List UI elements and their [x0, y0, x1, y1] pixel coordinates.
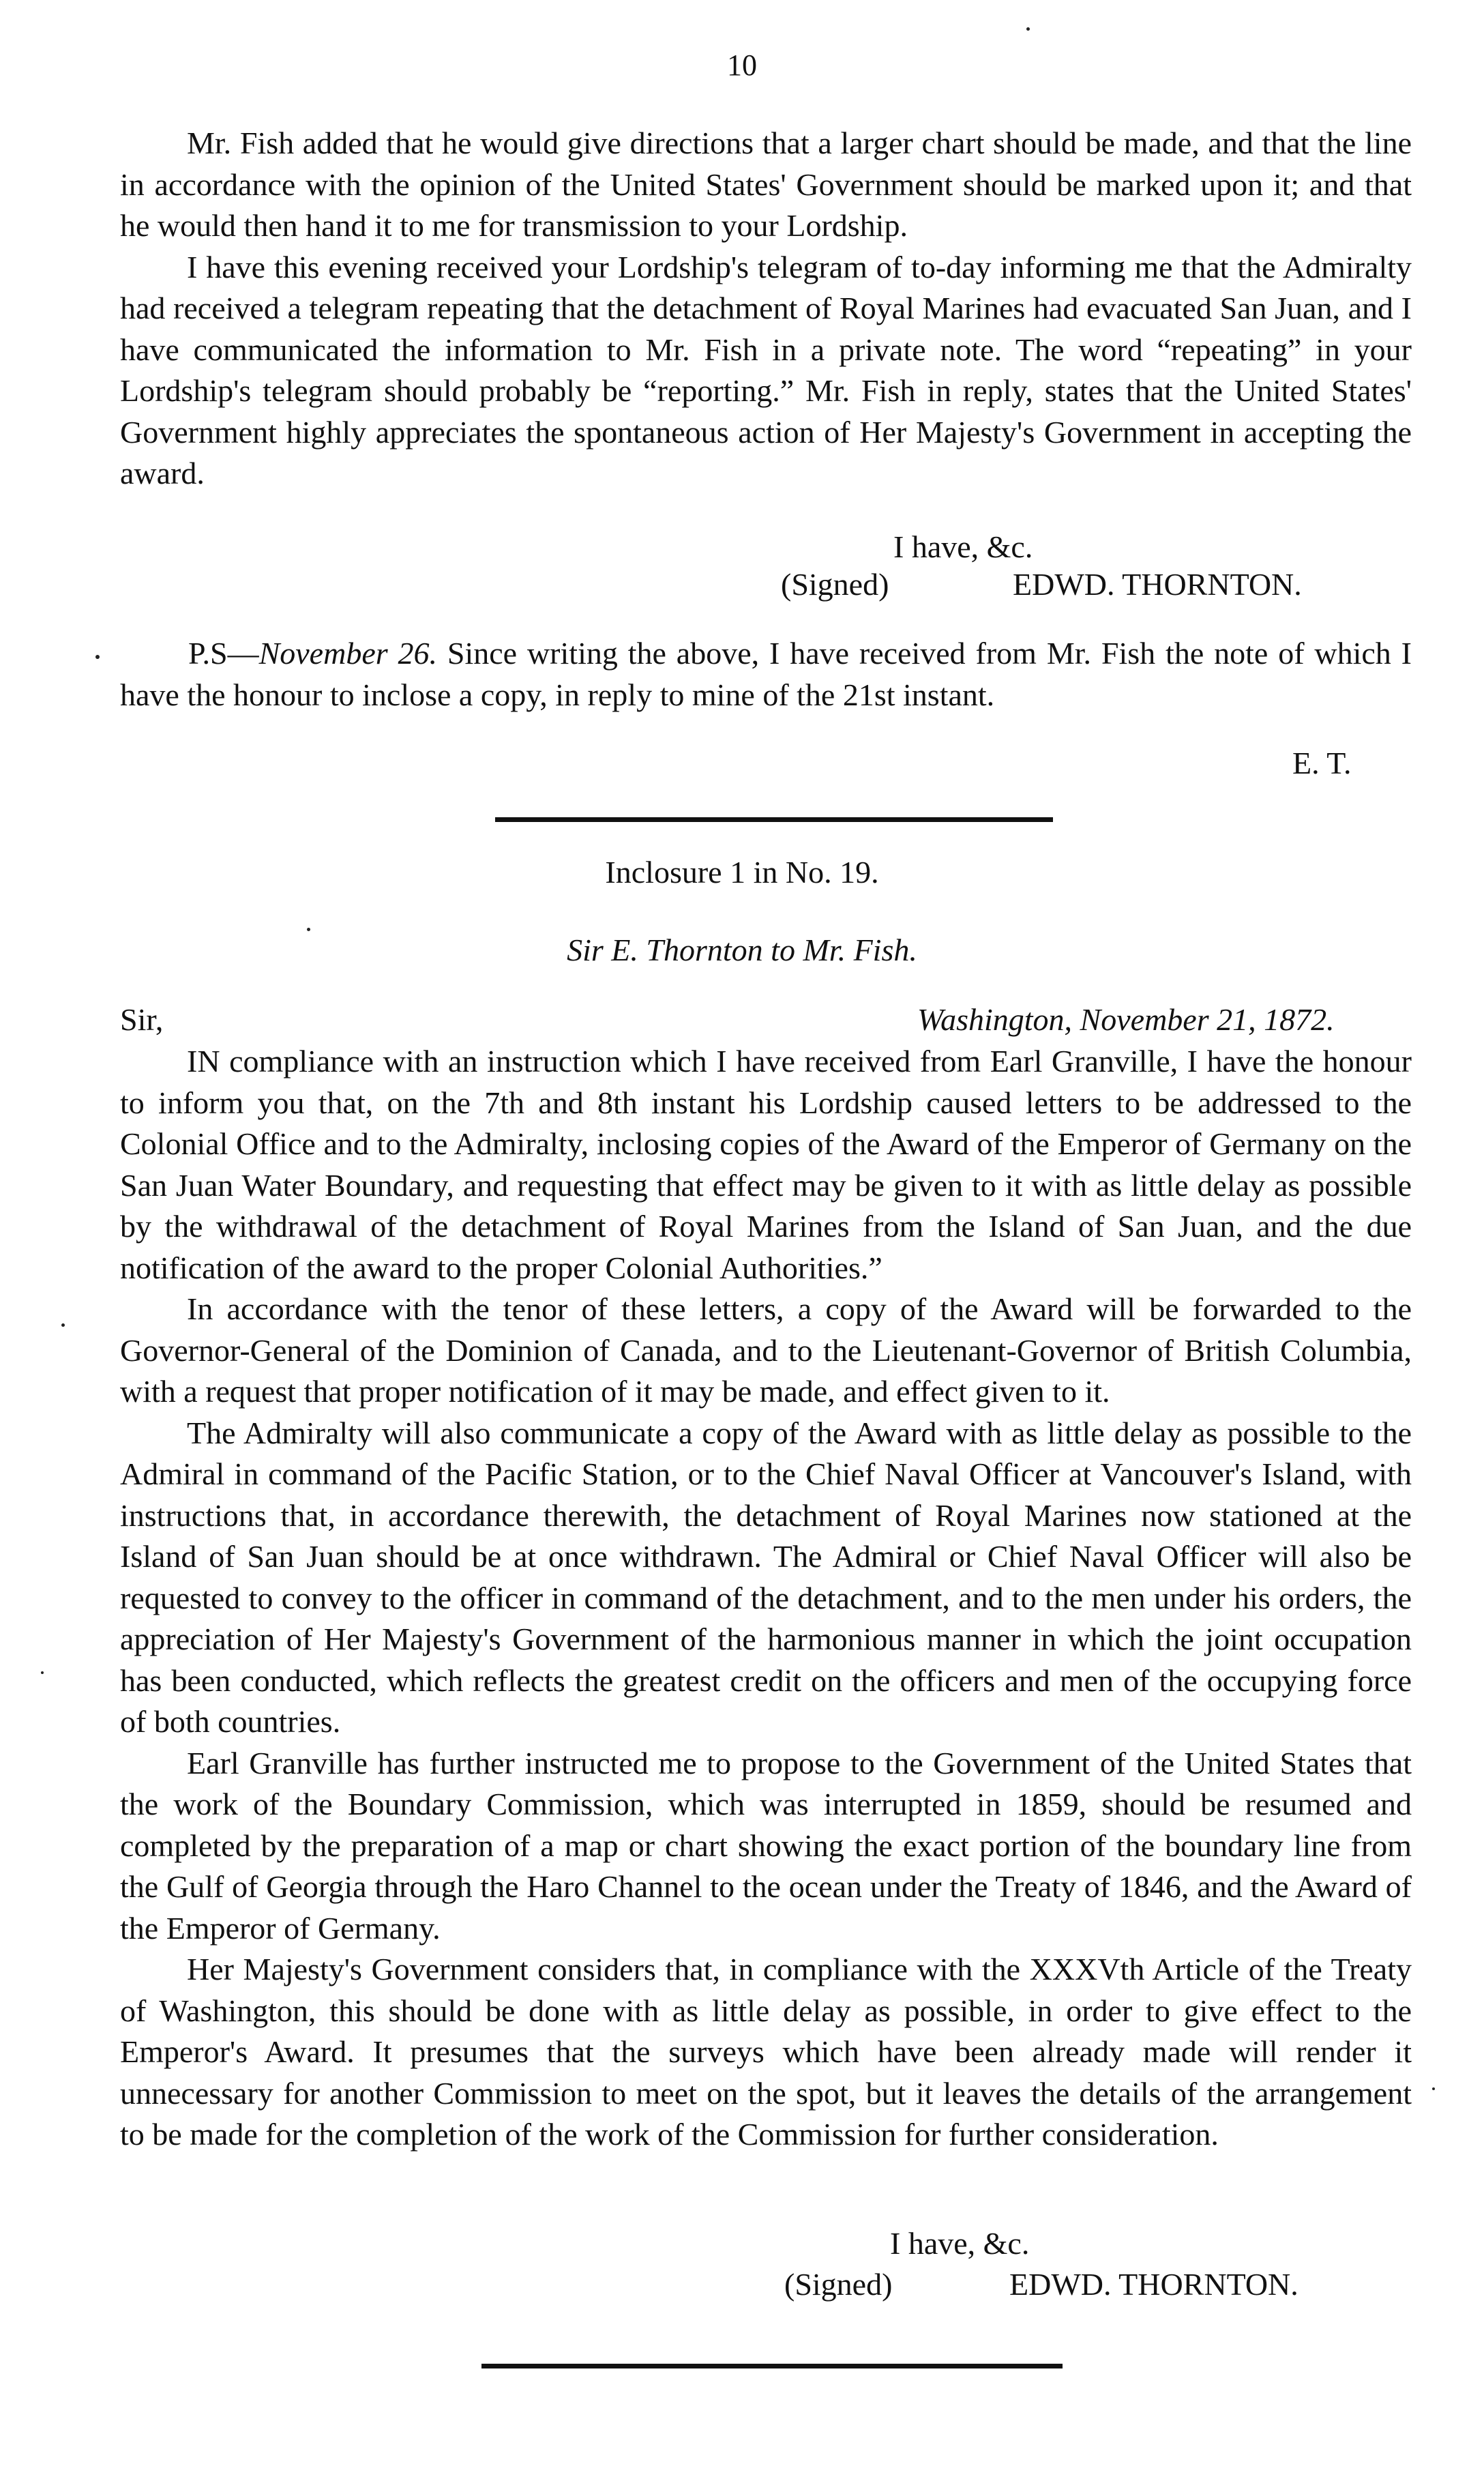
scan-speck	[1432, 2087, 1435, 2090]
bottom-divider	[481, 2364, 1063, 2368]
paragraph: IN compliance with an instruction which I have received from Earl Granville, I have the honour to inform you that, on the 7th and 8th instant his Lordship caused letters to be addressed to the Colonial Office and to the Admiralty, inclosing copies of the Award of the Emperor of Germany on the San Juan Water Boundary, and requesting that effect may be given to it with as little delay as possible by the withdrawal of the detachment of Royal Marines from the Island of San Juan, and the due notification of the award to the proper Colonial Authorities.”	[120, 1044, 1412, 1285]
initials: E. T.	[1292, 746, 1352, 780]
scan-speck	[1026, 27, 1030, 31]
paragraph: Her Majesty's Government considers that, in compliance with the XXXVth Article of the Treaty of Washington, this should be done with as little delay as possible, in order to give effect to the Emperor's Award. It presumes that the surveys which have been already made will render it unnecessary for another Commission to meet on the spot, but it leaves the details of the arrangement to be made for the completion of the work of the Commission for further consideration.	[120, 1952, 1412, 2152]
signature: EDWD. THORNTON.	[1013, 567, 1302, 602]
closing: I have, &c.	[893, 529, 1033, 564]
signature: EDWD. THORNTON.	[1009, 2267, 1298, 2302]
paragraph: The Admiralty will also communicate a copy of the Award with as little delay as possible to the Admiral in command of the Pacific Station, or to the Chief Naval Officer at Vancouver's Island, with instructions that, in accordance therewith, the detachment of Royal Marines now stationed at the Island of San Juan should be at once withdrawn. The Admiral or Chief Naval Officer will also be requested to convey to the officer in command of the detachment, and to the men under his orders, the appreciation of Her Majesty's Government of the harmonious manner in which the joint occupation has been conducted, which reflects the greatest credit on the officers and men of the occupying force of both countries.	[120, 1415, 1412, 1739]
paragraph: I have this evening received your Lordship's telegram of to-day informing me that the Admiralty had received a telegram repeating that the detachment of Royal Marines had evacuated San Juan, and I have communicated the information to Mr. Fish in a private note. The word “repeating” in your Lordship's telegram should probably be “reporting.” Mr. Fish in reply, states that the United States' Government highly appreciates the spontaneous action of Her Majesty's Government in accepting the award.	[120, 249, 1412, 490]
scan-speck	[307, 928, 310, 931]
salutation: Sir,	[120, 1002, 164, 1037]
letter-body	[120, 123, 1412, 495]
closing: I have, &c.	[890, 2226, 1030, 2261]
postscript-date: November 26.	[258, 636, 438, 671]
inclosure-body	[120, 1041, 1412, 2156]
signed-label: (Signed)	[781, 567, 889, 602]
paragraph: In accordance with the tenor of these letters, a copy of the Award will be forwarded to the Governor-General of the Dominion of Canada, and to the Lieutenant-Governor of British Columbia, with a request that proper notification of it may be made, and effect given to it.	[120, 1291, 1412, 1409]
scan-speck	[41, 1671, 44, 1674]
signed-label: (Signed)	[784, 2267, 893, 2302]
inclosure-subheading: Sir E. Thornton to Mr. Fish.	[567, 933, 917, 967]
inclosure-heading: Inclosure 1 in No. 19.	[605, 855, 879, 890]
postscript-label: P.S—	[188, 636, 259, 671]
scan-speck	[61, 1323, 65, 1327]
page-number: 10	[727, 48, 757, 82]
postscript	[120, 633, 1412, 716]
postscript-text: Since writing the above, I have received from Mr. Fish the note of which I have the honour to inclose a copy, in reply to mine of the 21st instant.	[120, 636, 1412, 712]
paragraph: Earl Granville has further instructed me to propose to the Government of the United States that the work of the Boundary Commission, which was interrupted in 1859, should be resumed and completed by the preparation of a map or chart showing the exact portion of the boundary line from the Gulf of Georgia through the Haro Channel to the ocean under the Treaty of 1846, and the Award of the Emperor of Germany.	[120, 1745, 1412, 1946]
dateline: Washington, November 21, 1872.	[917, 1002, 1335, 1037]
paragraph: Mr. Fish added that he would give directions that a larger chart should be made, and that the line in accordance with the opinion of the United States' Government should be marked upon it; and that he would then hand it to me for transmission to your Lordship.	[120, 126, 1412, 243]
scan-speck	[95, 655, 100, 659]
section-divider	[495, 817, 1053, 822]
